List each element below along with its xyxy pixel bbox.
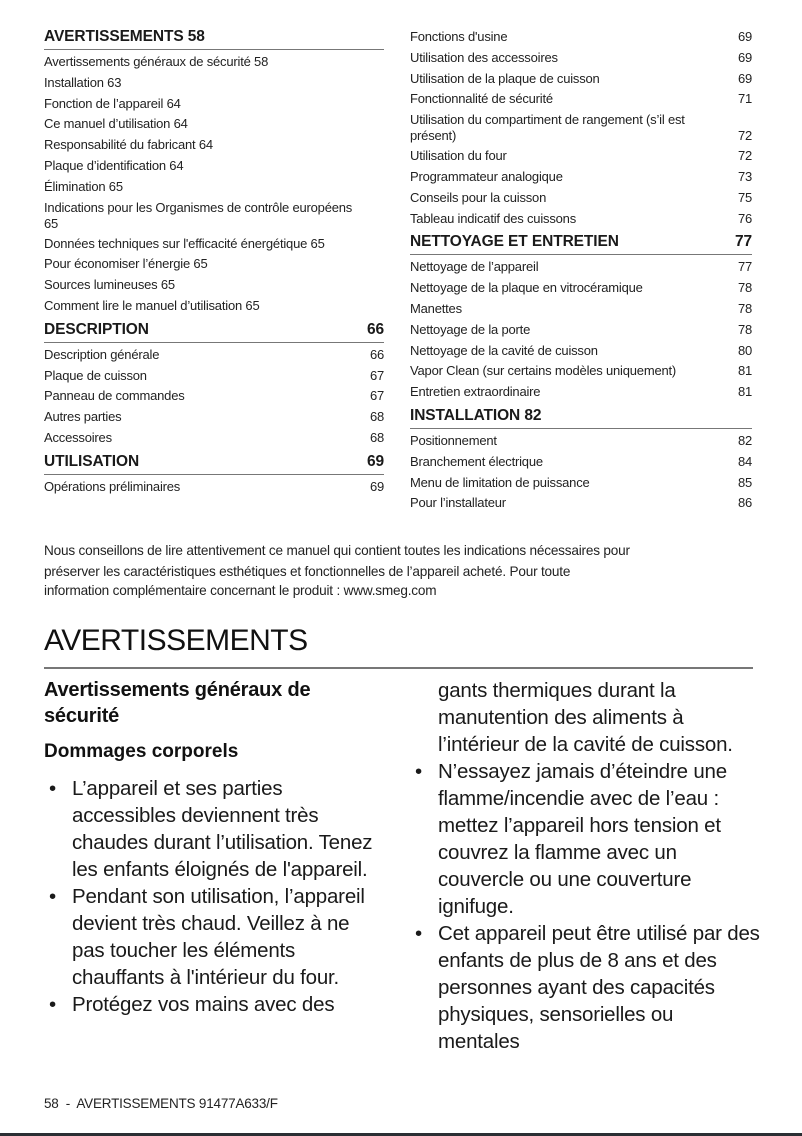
toc-label: Conseils pour la cuisson [410,189,547,205]
toc-entry[interactable] [410,431,752,452]
toc-page-number: 67 [369,367,384,383]
toc-label: Responsabilité du fabricant 64 [44,137,213,153]
toc-entry[interactable] [410,382,752,403]
toc-page-number: 73 [737,168,752,184]
toc-entry[interactable] [410,278,752,299]
toc-page-number: 86 [737,495,752,511]
toc-page-number: 81 [737,384,752,400]
toc-entry[interactable] [410,361,752,382]
toc-label: Pour l’installateur [410,495,506,511]
intro-paragraph [44,540,764,599]
toc-label: Plaque de cuisson [44,367,147,383]
body-left-column [44,677,384,1018]
toc-label: Sources lumineuses 65 [44,277,175,293]
page-footer: 58 - AVERTISSEMENTS 91477A633/F [44,1096,278,1111]
toc-page-number: 75 [737,189,752,205]
toc-label: Utilisation des accessoires [410,49,558,65]
toc-label: Nettoyage de la porte [410,321,531,337]
toc-page-number: 77 [737,259,752,275]
toc-label: Nettoyage de la plaque en vitrocéramique [410,280,643,296]
toc-page-number: 69 [737,29,752,44]
toc-label: Vapor Clean (sur certains modèles uniquement) [410,363,677,379]
toc-entry[interactable] [44,296,384,317]
toc-label: Données techniques sur l'efficacité énergétique 65 [44,235,325,251]
toc-entry[interactable] [410,320,752,341]
toc-left-column [44,27,384,498]
toc-label: Autres parties [44,409,122,425]
toc-page-number: 68 [369,429,384,445]
chapter-divider [44,667,753,669]
toc-page-number: 76 [737,210,752,226]
toc-page-number: 72 [737,128,752,144]
toc-page-number: 67 [369,388,384,404]
toc-label: Positionnement [410,432,497,448]
toc-label: Fonction de l’appareil 64 [44,95,181,111]
toc-entry[interactable] [410,299,752,320]
toc-label: Branchement électrique [410,453,543,469]
toc-label: Fonctionnalité de sécurité [410,91,553,107]
toc-label: Menu de limitation de puissance [410,474,590,490]
continued-paragraph: gants thermiques durant la manutention des aliments à l’intérieur de la cavité de cuisson. [438,679,733,756]
toc-page-number: 72 [737,148,752,164]
toc-label: Avertissements généraux de sécurité 58 [44,54,269,69]
toc-entry[interactable] [410,452,752,473]
toc-entry[interactable] [44,366,384,387]
bullet-list [410,758,760,1055]
toc-label: Comment lire le manuel d’utilisation 65 [44,297,260,313]
toc-label: Utilisation du compartiment de rangement (s’il est présent) [410,112,685,144]
section-title: Avertissements généraux de sécurité [44,679,311,727]
toc-section-heading[interactable] [44,452,384,475]
toc-entry[interactable] [410,146,752,167]
toc-entry[interactable] [410,209,752,230]
toc-page-number: 78 [737,300,752,316]
toc-section-heading[interactable] [44,27,384,50]
toc-entry[interactable] [410,110,752,146]
toc-label: Description générale [44,346,160,362]
toc-page-number: 78 [737,321,752,337]
toc-page-number: 78 [737,280,752,296]
intro-line: Nous conseillons de lire attentivement ce manuel qui contient toutes les indications nécessaires pour [44,543,630,558]
toc-section-heading[interactable] [410,406,752,429]
toc-right-column [410,27,752,514]
bullet-item [44,775,384,883]
body-right-column [410,677,760,1055]
toc-page-number: 85 [737,474,752,490]
toc-page-number: 69 [366,452,384,470]
bullet-text: Protégez vos mains avec des [72,993,335,1016]
toc-label: DESCRIPTION [44,320,149,338]
toc-entry[interactable] [44,135,384,156]
bullet-text: L’appareil et ses parties accessibles deviennent très chaudes durant l’utilisation. Tenez les enfants éloignés de l'appareil. [72,777,373,881]
toc-label: Accessoires [44,429,112,445]
toc-entry[interactable] [44,114,384,135]
toc-label: NETTOYAGE ET ENTRETIEN [410,233,619,251]
toc-page-number: 69 [737,49,752,65]
toc-section-heading[interactable] [410,232,752,255]
toc-entry[interactable] [44,94,384,115]
toc-label: Nettoyage de la cavité de cuisson [410,342,598,358]
toc-page-number: 69 [369,478,384,494]
toc-entry[interactable] [410,69,752,90]
intro-line: information complémentaire concernant le produit : www.smeg.com [44,583,437,598]
toc-label: INSTALLATION 82 [410,406,542,424]
toc-page-number: 80 [737,342,752,358]
toc-page-number: 66 [366,320,384,338]
toc-page-number: 68 [369,409,384,425]
toc-entry[interactable] [44,198,384,234]
toc-entry[interactable] [410,167,752,188]
bullet-text: N’essayez jamais d’éteindre une flamme/incendie avec de l’eau : mettez l’appareil hors tension et couvrez la flamme avec un couvercle ou une couverture ignifuge. [438,760,727,918]
toc-entry[interactable] [44,73,384,94]
toc-label: Pour économiser l’énergie 65 [44,256,208,272]
toc-entry[interactable] [44,177,384,198]
toc-label: Manettes [410,300,462,316]
bullet-icon: • [49,993,56,1016]
toc-label: Utilisation de la plaque de cuisson [410,70,600,86]
bullet-text: Pendant son utilisation, l’appareil devient très chaud. Veillez à ne pas toucher les éléments chauffants à l'intérieur du four. [72,885,365,989]
toc-entry[interactable] [44,345,384,366]
bullet-item [410,920,760,1055]
toc-entry[interactable] [410,188,752,209]
toc-page-number: 77 [734,233,752,251]
toc-label: Fonctions d'usine [410,29,508,44]
toc-label: Opérations préliminaires [44,478,181,494]
bullet-item [410,758,760,920]
toc-entry[interactable] [410,257,752,278]
toc-entry[interactable] [410,473,752,494]
toc-entry[interactable] [44,275,384,296]
toc-entry[interactable] [410,27,752,48]
bullet-icon: • [415,922,422,945]
toc-label: Ce manuel d’utilisation 64 [44,116,188,132]
toc-label: Nettoyage de l’appareil [410,259,539,275]
bullet-icon: • [49,885,56,908]
bullet-icon: • [49,777,56,800]
toc-entry[interactable] [44,254,384,275]
toc-label: Indications pour les Organismes de contrôle européens 65 [44,199,353,231]
toc-label: Élimination 65 [44,178,123,194]
toc-label: UTILISATION [44,452,140,470]
toc-entry[interactable] [44,386,384,407]
bullet-item [44,883,384,991]
toc-entry[interactable] [44,428,384,449]
toc-entry[interactable] [44,407,384,428]
toc-entry[interactable] [410,493,752,514]
toc-label: Tableau indicatif des cuissons [410,210,576,226]
toc-label: Entretien extraordinaire [410,384,541,400]
bullet-icon: • [415,760,422,783]
toc-label: Utilisation du four [410,148,507,164]
toc-page-number: 84 [737,453,752,469]
toc-entry[interactable] [410,89,752,110]
chapter-title: AVERTISSEMENTS [44,624,308,657]
toc-entry[interactable] [44,477,384,498]
toc-entry[interactable] [44,52,384,73]
toc-entry[interactable] [410,341,752,362]
toc-label: Plaque d’identification 64 [44,157,184,173]
toc-label: Installation 63 [44,74,122,90]
toc-page-number: 82 [737,432,752,448]
subsection-title: Dommages corporels [44,741,239,762]
bullet-item [44,991,384,1018]
toc-label: Panneau de commandes [44,388,185,404]
toc-page-number: 69 [737,70,752,86]
toc-entry[interactable] [410,48,752,69]
bullet-list [44,775,384,1018]
toc-entry[interactable] [44,234,384,255]
intro-line: préserver les caractéristiques esthétiques et fonctionnelles de l’appareil acheté. Pour toute [44,564,571,579]
toc-label: AVERTISSEMENTS 58 [44,28,205,45]
toc-label: Programmateur analogique [410,168,563,184]
toc-section-heading[interactable] [44,320,384,343]
toc-entry[interactable] [44,156,384,177]
toc-page-number: 81 [737,363,752,379]
bullet-text: Cet appareil peut être utilisé par des enfants de plus de 8 ans et des personnes ayant des capacités physiques, sensorielles ou mentales [438,922,760,1053]
toc-page-number: 71 [737,91,752,107]
toc-page-number: 66 [369,346,384,362]
